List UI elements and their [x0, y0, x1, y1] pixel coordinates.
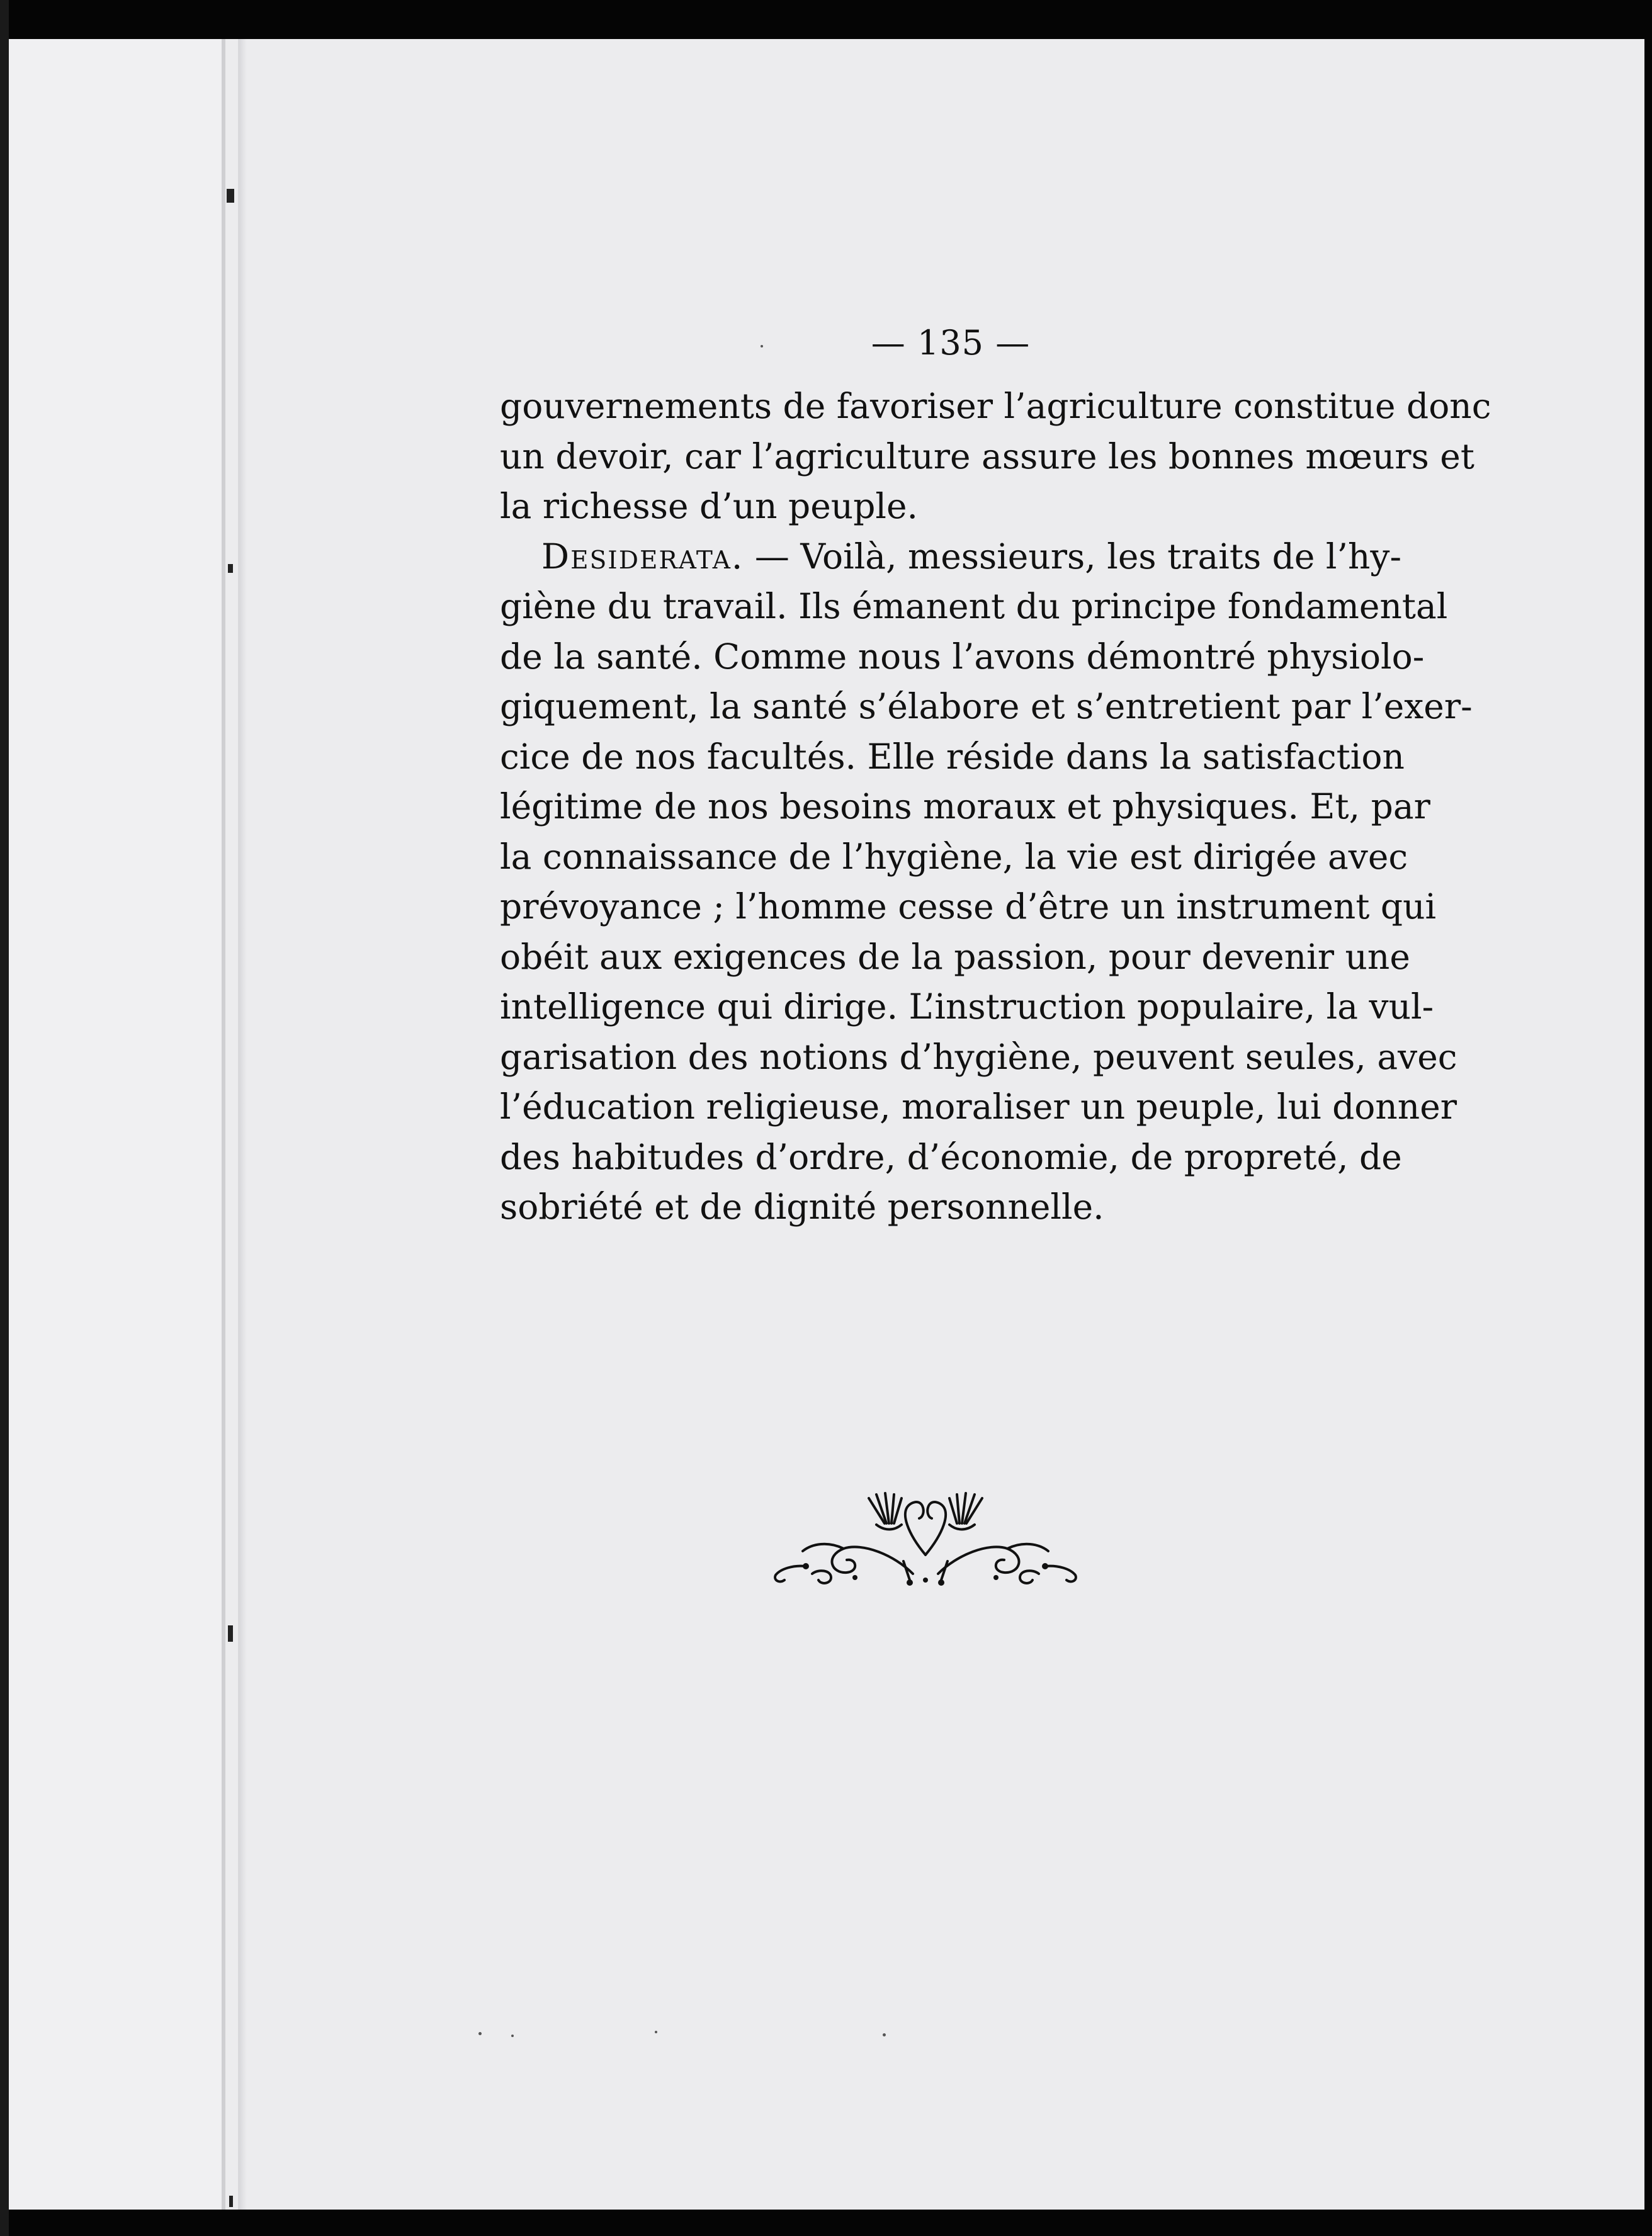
text-line: légitime de nos besoins moraux et physiques. Et, par — [500, 786, 1430, 827]
floral-tailpiece-ornament-icon — [768, 1486, 1083, 1593]
binding-line — [222, 39, 225, 2210]
scan-border-right — [1644, 0, 1652, 2236]
text-line: l’éducation religieuse, moraliser un peuple, lui donner — [500, 1087, 1457, 1127]
text-line: gouvernements de favoriser l’agriculture constitue donc — [500, 386, 1491, 426]
scan-speck — [511, 2035, 514, 2037]
scan-border-top — [0, 0, 1652, 39]
text-line: la connaissance de l’hygiène, la vie est dirigée avec — [500, 836, 1408, 877]
paragraph-lead-line — [500, 532, 1402, 582]
text-line: giène du travail. Ils émanent du principe fondamental — [500, 586, 1448, 626]
scan-speck — [655, 2031, 657, 2033]
binding-mark — [227, 189, 234, 203]
text-line: des habitudes d’ordre, d’économie, de propreté, de — [500, 1136, 1402, 1177]
text-line: garisation des notions d’hygiène, peuvent seules, avec — [500, 1036, 1457, 1077]
text-line: la richesse d’un peuple. — [500, 486, 919, 526]
binding-shadow — [240, 39, 247, 2210]
binding-mark — [228, 1625, 233, 1642]
scan-border-left — [0, 0, 9, 2236]
scan-speck — [478, 2032, 482, 2035]
section-heading: Desiderata. — [541, 536, 744, 577]
scan-speck — [883, 2033, 886, 2036]
scan-speck — [761, 345, 763, 347]
text-line: intelligence qui dirige. L’instruction populaire, la vul- — [500, 986, 1434, 1027]
facing-page-edge — [9, 39, 222, 2210]
binding-mark — [229, 2196, 233, 2207]
text-line: prévoyance ; l’homme cesse d’être un instrument qui — [500, 886, 1437, 927]
lead-line-text: — Voilà, messieurs, les traits de l’hy- — [744, 536, 1402, 577]
binding-mark — [228, 564, 233, 573]
page-number: — 135 — — [871, 323, 1031, 363]
text-line: giquement, la santé s’élabore et s’entretient par l’exer- — [500, 686, 1473, 726]
text-line: cice de nos facultés. Elle réside dans la satisfaction — [500, 736, 1405, 777]
body-text — [500, 381, 1491, 1233]
text-line: de la santé. Comme nous l’avons démontré physiolo- — [500, 636, 1425, 677]
scan-border-bottom — [0, 2210, 1652, 2236]
text-line: un devoir, car l’agriculture assure les bonnes mœurs et — [500, 436, 1474, 477]
text-line: obéit aux exigences de la passion, pour devenir une — [500, 936, 1410, 977]
text-line: sobriété et de dignité personnelle. — [500, 1187, 1104, 1227]
